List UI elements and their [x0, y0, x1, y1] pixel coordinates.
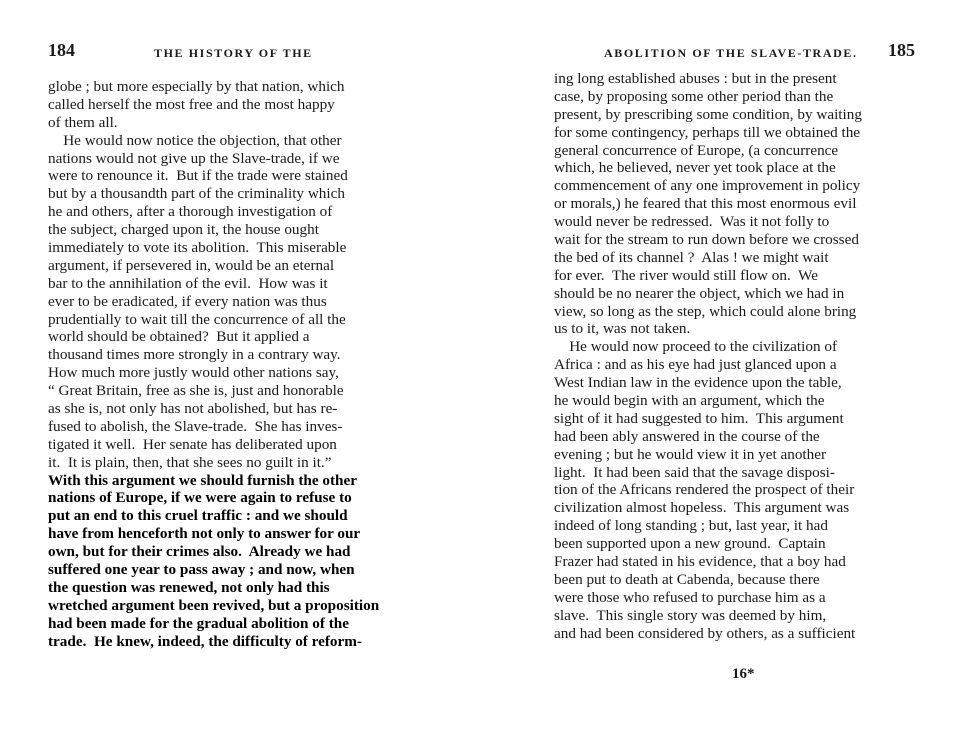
text-line: were to renounce it. But if the trade were stained [48, 167, 348, 185]
text-line: ing long established abuses : but in the present [554, 70, 837, 87]
text-line: With this argument we should furnish the other [48, 471, 357, 489]
text-line: fused to abolish, the Slave-trade. She has inves- [48, 417, 343, 435]
text-line: thousand times more strongly in a contrary way. [48, 346, 341, 364]
text-line: suffered one year to pass away ; and now, when [48, 561, 355, 579]
text-body [554, 70, 862, 643]
text-line: view, so long as the step, which could alone bring [554, 302, 857, 320]
text-line: been put to death at Cabenda, because there [554, 570, 820, 588]
text-line: case, by proposing some other period than the [554, 87, 834, 105]
text-line: globe ; but more especially by that nation, which [48, 78, 345, 95]
text-line: slave. This single story was deemed by him, [554, 606, 827, 624]
text-line: for some contingency, perhaps till we obtained the [554, 123, 861, 141]
text-line: it. It is plain, then, that she sees no guilt in it.” [48, 453, 332, 471]
text-line: should be no nearer the object, which we had in [554, 284, 845, 302]
text-line: trade. He knew, indeed, the difficulty of reform- [48, 632, 362, 650]
text-line: had been made for the gradual abolition of the [48, 614, 349, 632]
text-line: he would begin with an argument, which the [554, 392, 825, 410]
text-line: put an end to this cruel traffic : and we should [48, 507, 348, 525]
text-line: the subject, charged upon it, the house ought [48, 221, 319, 239]
text-line: or morals,) he feared that this most enormous evil [554, 195, 857, 213]
text-line: wait for the stream to run down before we crossed [554, 231, 859, 249]
text-line: argument, if persevered in, would be an eternal [48, 256, 335, 274]
text-line: light. It had been said that the savage disposi- [554, 463, 835, 481]
page-number: 184 [48, 40, 75, 60]
text-line: would never be redressed. Was it not folly to [554, 213, 830, 231]
text-line: us to it, was not taken. [554, 320, 691, 338]
text-line: of them all. [48, 113, 118, 131]
text-line: prudentially to wait till the concurrence of all the [48, 310, 346, 328]
running-head: ABOLITION OF THE SLAVE-TRADE. [604, 46, 858, 60]
text-line: evening ; but he would view it in yet another [554, 445, 827, 463]
signature-mark: 16* [732, 666, 755, 682]
text-line: He would now proceed to the civilization of [554, 338, 838, 356]
text-line: nations would not give up the Slave-trade, if we [48, 149, 340, 167]
text-line: West Indian law in the evidence upon the table, [554, 374, 842, 392]
text-line: but by a thousandth part of the criminality which [48, 185, 345, 203]
text-line: as she is, not only has not abolished, but has re- [48, 400, 338, 418]
text-line: commencement of any one improvement in policy [554, 177, 861, 195]
text-line: indeed of long standing ; but, last year, it had [554, 517, 828, 535]
text-line: Frazer had stated in his evidence, that a boy had [554, 553, 846, 571]
text-line: were those who refused to purchase him as a [554, 588, 826, 606]
text-line: called herself the most free and the most happy [48, 95, 335, 113]
text-line: civilization almost hopeless. This argument was [554, 499, 850, 517]
text-line: nations of Europe, if we were again to refuse to [48, 489, 352, 507]
text-line: the bed of its channel ? Alas ! we might wait [554, 248, 829, 266]
text-line: and had been considered by others, as a sufficient [554, 624, 856, 642]
text-line: world should be obtained? But it applied a [48, 328, 310, 346]
text-line: ever to be eradicated, if every nation was thus [48, 292, 327, 310]
text-line: the question was renewed, not only had this [48, 578, 330, 596]
right-page [490, 0, 980, 735]
text-line: He would now notice the objection, that other [48, 131, 342, 149]
text-line: bar to the annihilation of the evil. How was it [48, 274, 328, 292]
text-line: How much more justly would other nations say, [48, 364, 339, 382]
text-line: sight of it had suggested to him. This argument [554, 409, 844, 427]
text-line: tigated it well. Her senate has deliberated upon [48, 435, 337, 453]
text-line: which, he believed, never yet took place at the [554, 159, 836, 177]
text-line: immediately to vote its abolition. This miserable [48, 239, 347, 257]
text-line: own, but for their crimes also. Already we had [48, 543, 351, 561]
running-head: THE HISTORY OF THE [154, 46, 313, 60]
text-line: had been ably answered in the course of the [554, 427, 820, 445]
text-line: tion of the Africans rendered the prospect of their [554, 481, 855, 499]
text-line: for ever. The river would still flow on. We [554, 266, 818, 284]
text-line: have from henceforth not only to answer for our [48, 525, 361, 543]
text-line: been supported upon a new ground. Captain [554, 535, 826, 553]
text-line: Africa : and as his eye had just glanced upon a [554, 356, 837, 374]
text-line: present, by prescribing some condition, by waiting [554, 105, 862, 123]
text-line: wretched argument been revived, but a proposition [48, 596, 380, 614]
text-line: “ Great Britain, free as she is, just and honorable [48, 382, 344, 400]
text-body [48, 78, 379, 651]
text-line: he and others, after a thorough investigation of [48, 203, 333, 221]
text-line: general concurrence of Europe, (a concurrence [554, 141, 839, 159]
page-number: 185 [888, 40, 915, 60]
